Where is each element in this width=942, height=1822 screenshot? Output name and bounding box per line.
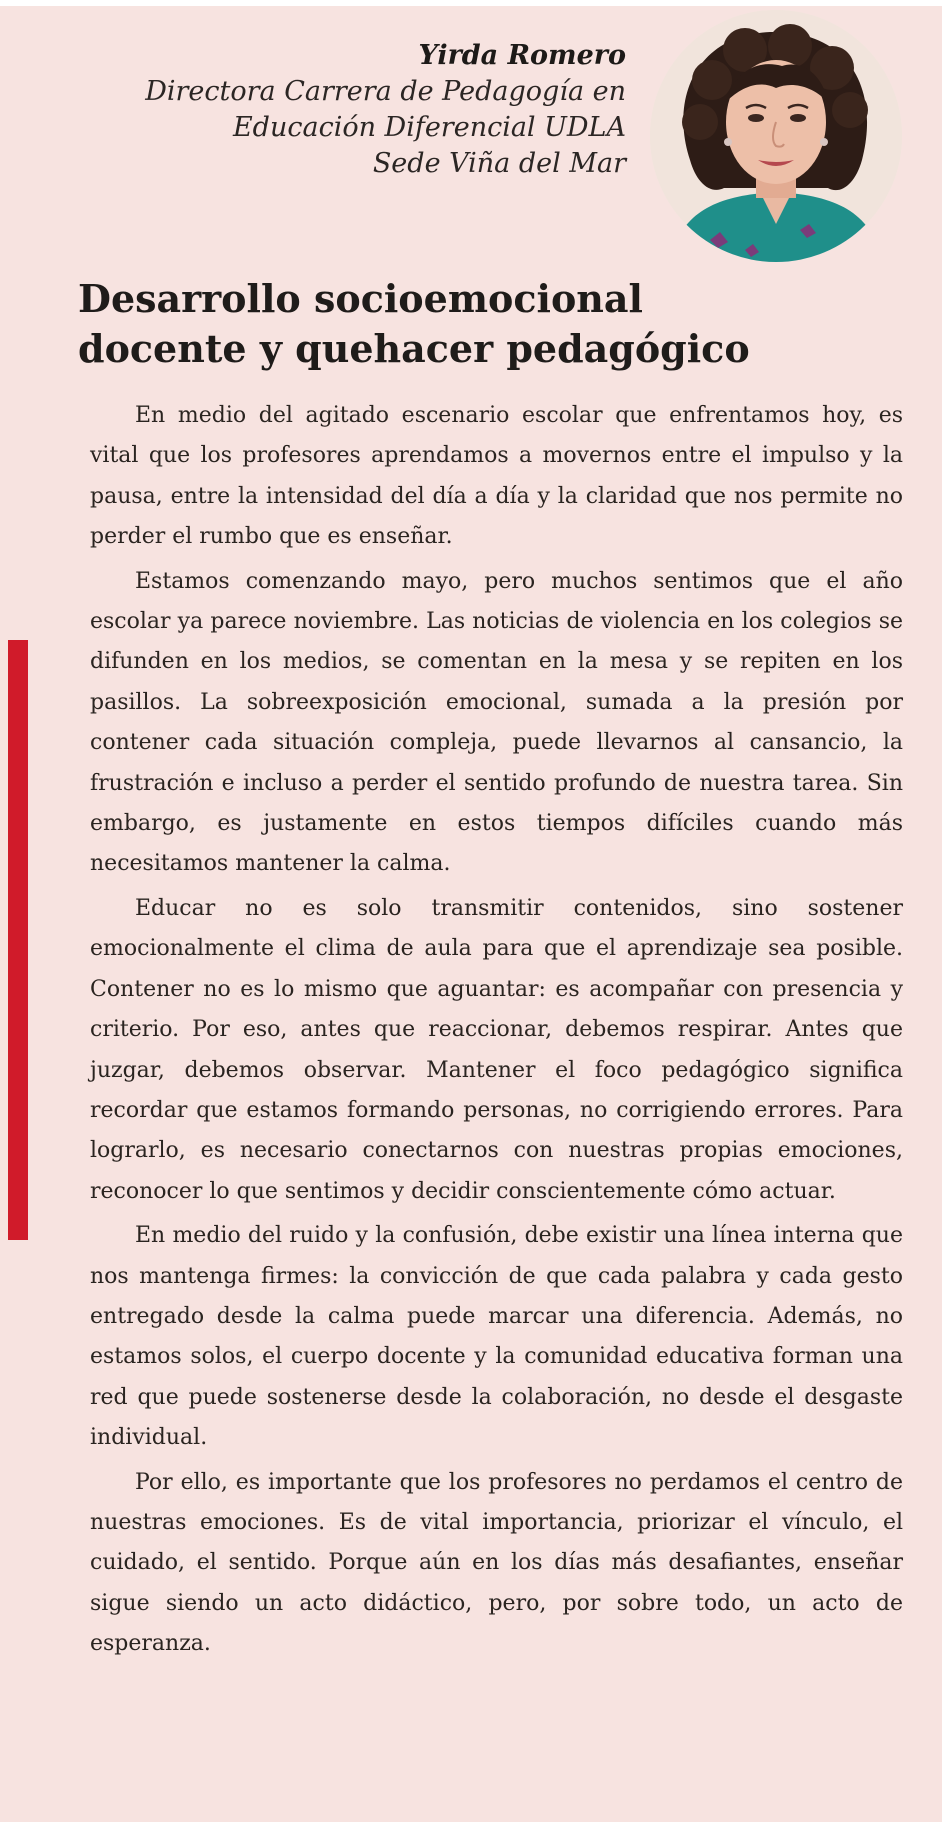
author-role-line-3: Sede Viña del Mar: [372, 148, 626, 179]
author-role-line-1: Directora Carrera de Pedagogía en: [145, 76, 626, 107]
paragraph-5: Por ello, es importante que los profesores no perdamos el centro de nuestras emociones. Es de vital importancia, priorizar el vínculo, el cuidado, el sentido. Porque aún en los días más desafiantes, enseñar sigue siendo un acto didáctico, pero, por sobre todo, un acto de esperanza.: [90, 1469, 903, 1657]
paragraph-1: En medio del agitado escenario escolar que enfrentamos hoy, es vital que los profesores aprendamos a movernos entre el impulso y la pausa, entre la intensidad del día a día y la claridad que nos permite no perder el rumbo que es enseñar.: [90, 403, 903, 550]
page-top-edge: [0, 0, 942, 6]
accent-bar: [8, 640, 28, 1240]
author-role-line-2: Educación Diferencial UDLA: [232, 112, 626, 143]
article-title: Desarrollo socioemocional docente y quehacer pedagógico: [78, 276, 750, 371]
author-block: [145, 38, 626, 182]
author-photo: [650, 10, 902, 262]
paragraph-3: Educar no es solo transmitir contenidos, sino sostener emocionalmente el clima de aula para que el aprendizaje sea posible. Contener no es lo mismo que aguantar: es acompañar con presencia y criterio. Por eso, antes que reaccionar, debemos respirar. Antes que juzgar, debemos observar. Mantener el foco pedagógico significa recordar que estamos formando personas, no corrigiendo errores. Para lograrlo, es necesario conectarnos con nuestras propias emociones, reconocer lo que sentimos y decidir conscientemente cómo actuar.: [90, 895, 903, 1204]
article-body: [90, 396, 903, 1669]
paragraph-2: Estamos comenzando mayo, pero muchos sentimos que el año escolar ya parece noviembre. Las noticias de violencia en los colegios se difunden en los medios, se comentan en la mesa y se repiten en los pasillos. La sobreexposición emocional, sumada a la presión por contener cada situación compleja, puede llevarnos al cansancio, la frustración e incluso a perder el sentido profundo de nuestra tarea. Sin embargo, es justamente en estos tiempos difíciles cuando más necesitamos mantener la calma.: [90, 568, 903, 877]
paragraph-4: En medio del ruido y la confusión, debe existir una línea interna que nos mantenga firmes: la convicción de que cada palabra y cada gesto entregado desde la calma puede marcar una diferencia. Además, no estamos solos, el cuerpo docente y la comunidad educativa forman una red que puede sostenerse desde la colaboración, no desde el desgaste individual.: [90, 1223, 903, 1451]
author-portrait-image: [650, 10, 902, 262]
author-name: Yirda Romero: [418, 40, 626, 71]
